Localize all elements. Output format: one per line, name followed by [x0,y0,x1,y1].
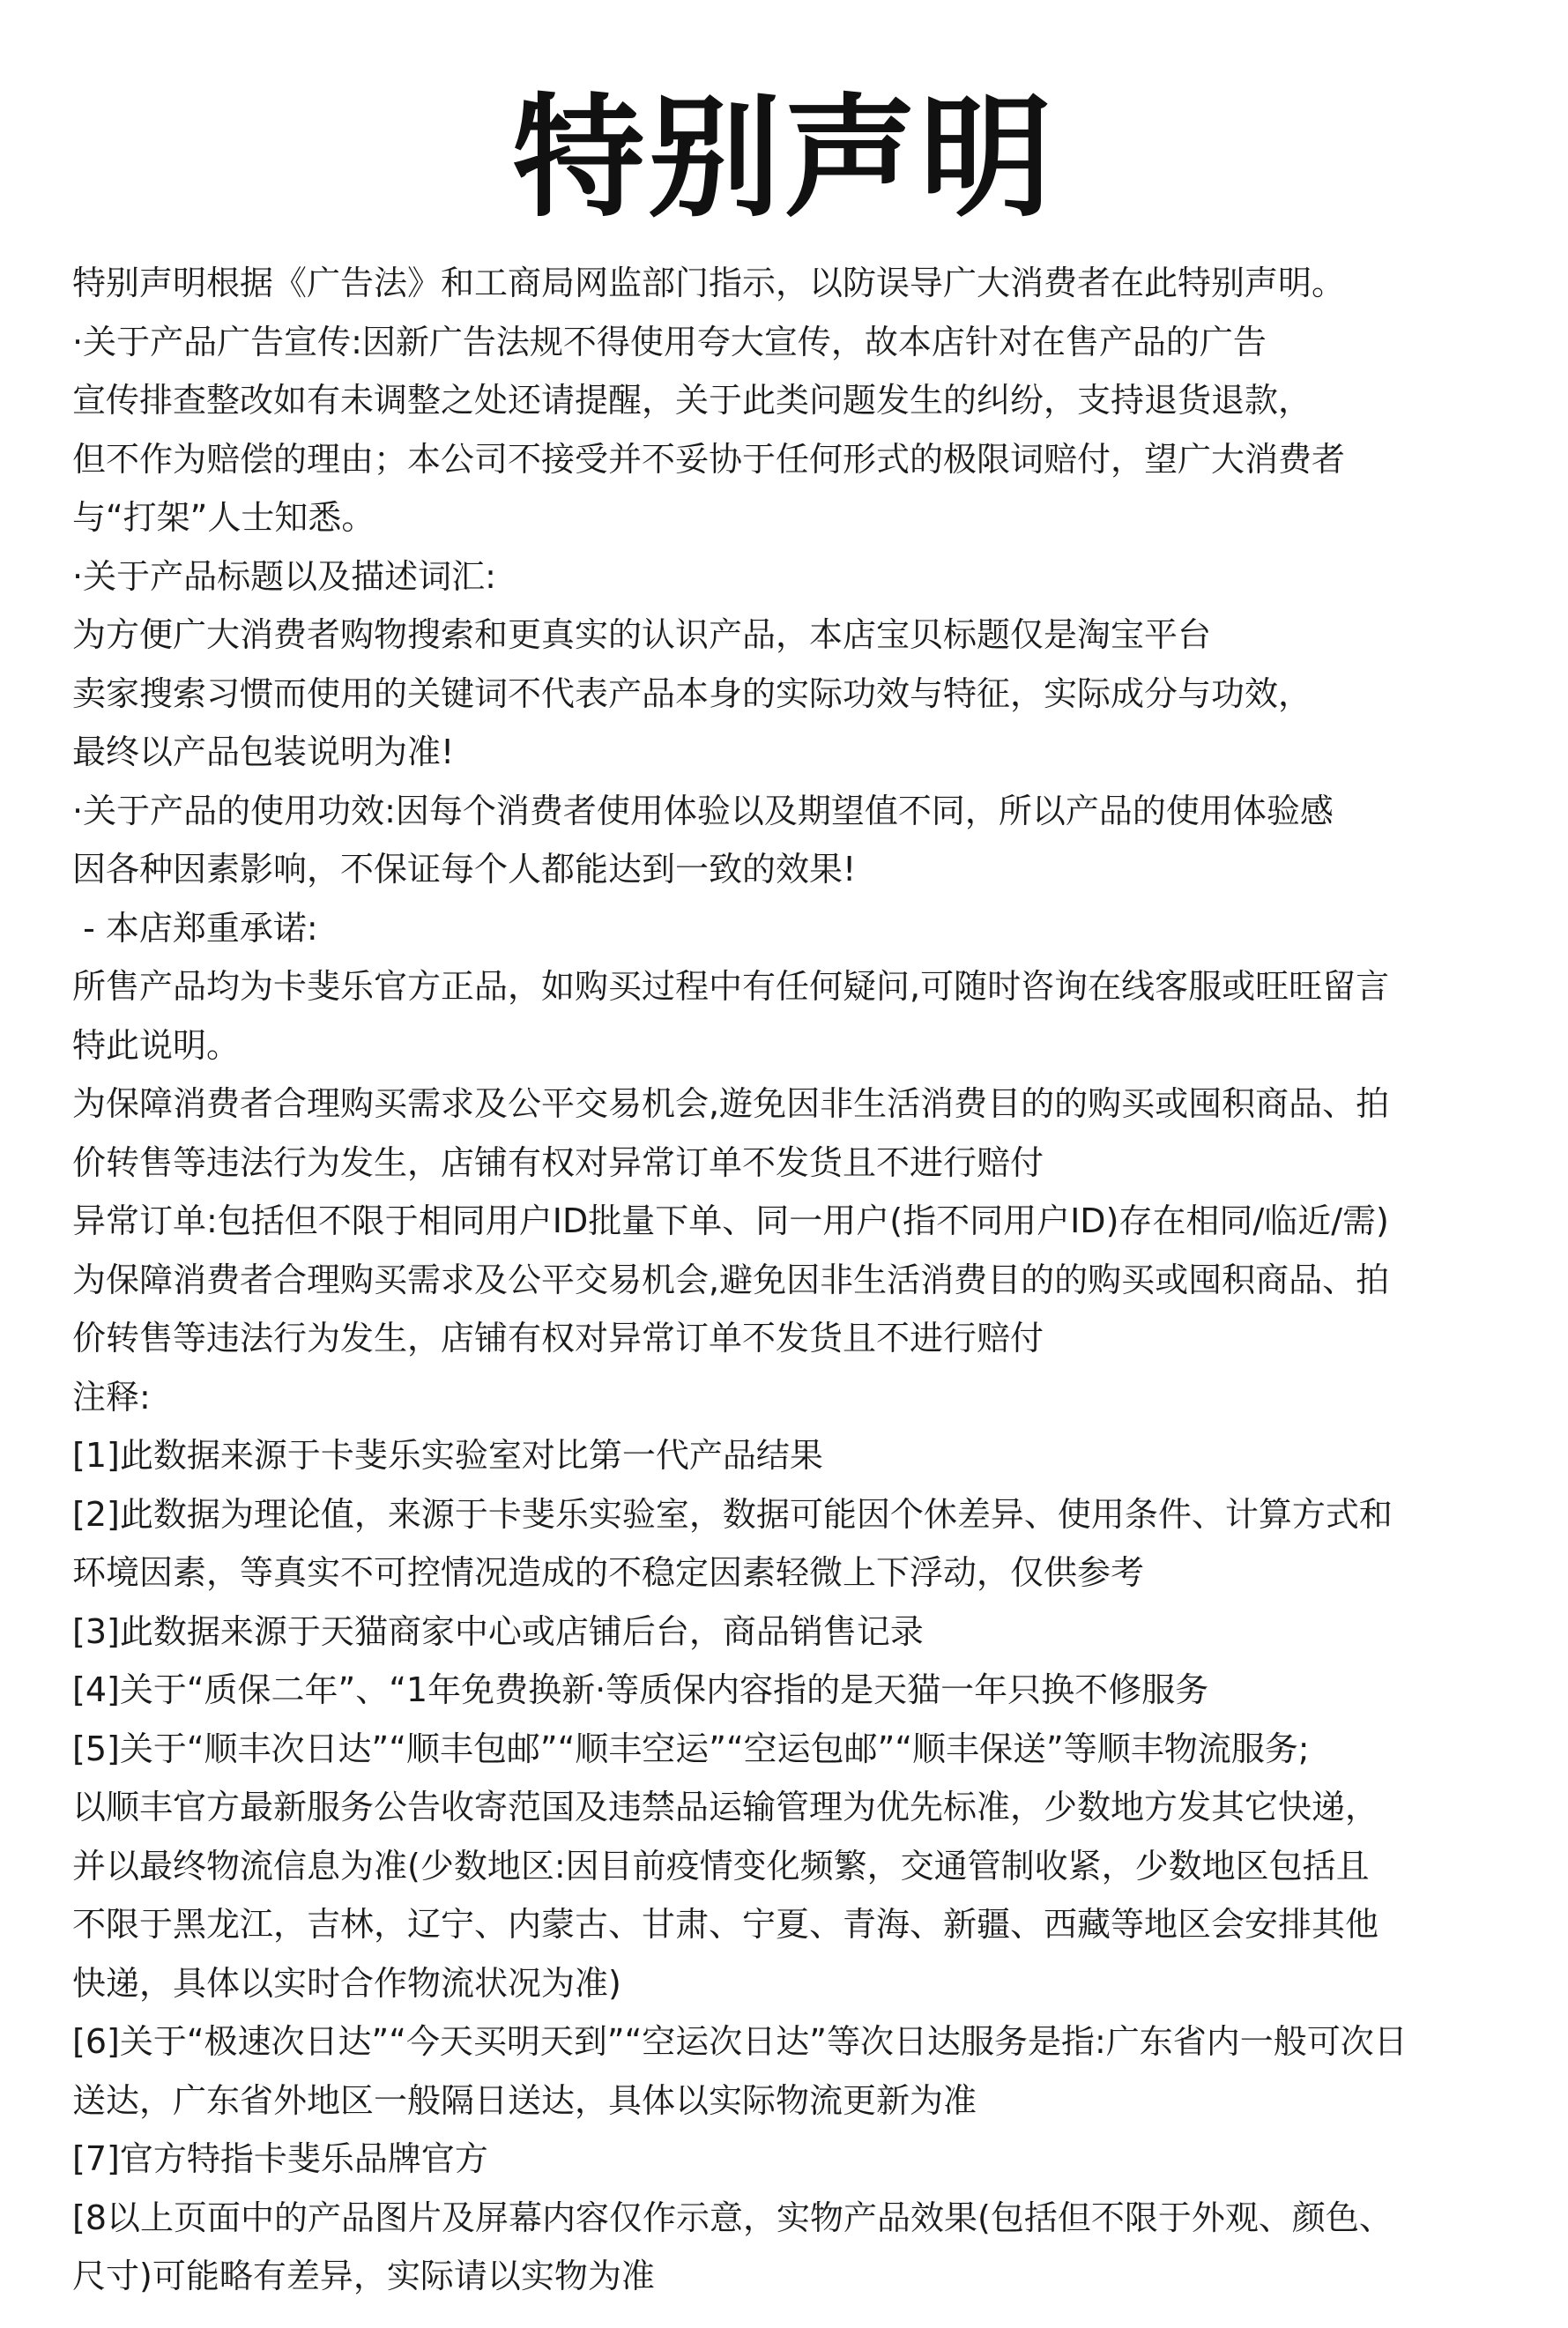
text-line: ·关于产品广告宣传:因新广告法规不得使用夸大宣传，故本店针对在售产品的广告 [72,322,1267,361]
text-line: [2]此数据为理论值，来源于卡斐乐实验室，数据可能因个休差异、使用条件、计算方式和 [72,1494,1393,1534]
text-line: [5]关于“顺丰次日达”“顺丰包邮”“顺丰空运”“空运包邮”“顺丰保送”等顺丰物流服务; [72,1729,1310,1768]
text-line: 所售产品均为卡斐乐官方正品，如购买过程中有任何疑问,可随时咨询在线客服或旺旺留言 [72,967,1390,1006]
text-line: [7]官方特指卡斐乐品牌官方 [72,2139,488,2178]
text-line: 特此说明。 [72,1025,241,1065]
text-line: 为保障消费者合理购买需求及公平交易机会,避免因非生活消费目的的购买或囤积商品、拍 [72,1260,1390,1299]
text-line: 价转售等违法行为发生，店铺有权对异常订单不发货且不进行赔付 [72,1319,1044,1357]
page-title: 特别声明 [512,82,1056,235]
text-line: [4]关于“质保二年”、“1年免费换新·等质保内容指的是天猫一年只换不修服务 [72,1670,1209,1709]
text-line: 送达，广东省外地区一般隔日送达，具体以实际物流更新为准 [72,2080,977,2120]
text-line: 快递，具体以实时合作物流状况为准) [72,1963,621,2003]
text-line: 最终以产品包装说明为准! [72,733,455,771]
text-line: 特别声明根据《广告法》和工商局网监部门指示，以防误导广大消费者在此特别声明。 [72,264,1346,302]
text-line: 环境因素，等真实不可控情况造成的不稳定因素轻微上下浮动，仅供参考 [72,1553,1145,1592]
text-line: 异常订单:包括但不限于相同用户ID批量下单、同一用户(指不同用户ID)存在相同/临近/需) [72,1201,1389,1240]
text-line: 与“打架”人士知悉。 [72,498,375,537]
text-line: 价转售等违法行为发生，店铺有权对异常订单不发货且不进行赔付 [72,1142,1044,1182]
text-line: 不限于黑龙江，吉林，辽宁、内蒙古、甘肃、宁夏、青海、新疆、西藏等地区会安排其他 [72,1905,1379,1944]
text-line: 尺寸)可能略有差异，实际请以实物为准 [72,2257,655,2295]
text-line: [1]此数据来源于卡斐乐实验室对比第一代产品结果 [72,1436,823,1475]
text-line: 为方便广大消费者购物搜索和更真实的认识产品，本店宝贝标题仅是淘宝平台 [72,615,1212,654]
text-line: - 本店郑重承诺: [72,908,318,948]
text-line: 并以最终物流信息为准(少数地区:因目前疫情变化频繁，交通管制收紧，少数地区包括且 [72,1846,1370,1885]
statement-body [72,254,1518,2306]
text-line: 以顺丰官方最新服务公告收寄范国及违禁品运输管理为优先标准，少数地方发其它快递， [72,1788,1379,1826]
text-line: 因各种因素影响，不保证每个人都能达到一致的效果! [72,850,857,889]
text-line: [8以上页面中的产品图片及屏幕内容仅作示意，实物产品效果(包括但不限于外观、颜色、 [72,2198,1393,2237]
text-line: 卖家搜索习惯而使用的关键词不代表产品本身的实际功效与特征，实际成分与功效， [72,673,1312,713]
text-line: 注释: [72,1377,151,1417]
text-line: [3]此数据来源于天猫商家中心或店铺后台，商品销售记录 [72,1611,924,1651]
text-line: ·关于产品的使用功效:因每个消费者使用体验以及期望值不同，所以产品的使用体验感 [72,791,1334,830]
text-line: 宣传排查整改如有未调整之处还请提醒，关于此类问题发生的纠纷，支持退货退款， [72,381,1312,420]
text-line: 为保障消费者合理购买需求及公平交易机会,遊免因非生活消费目的的购买或囤积商品、拍 [72,1084,1390,1123]
text-line: 但不作为赔偿的理由；本公司不接受并不妥协于任何形式的极限词赔付，望广大消费者 [72,439,1346,479]
text-line: [6]关于“极速次日达”“今天买明天到”“空运次日达”等次日达服务是指:广东省内一般可次日 [72,2022,1408,2061]
text-line: ·关于产品标题以及描述词汇: [72,556,496,596]
